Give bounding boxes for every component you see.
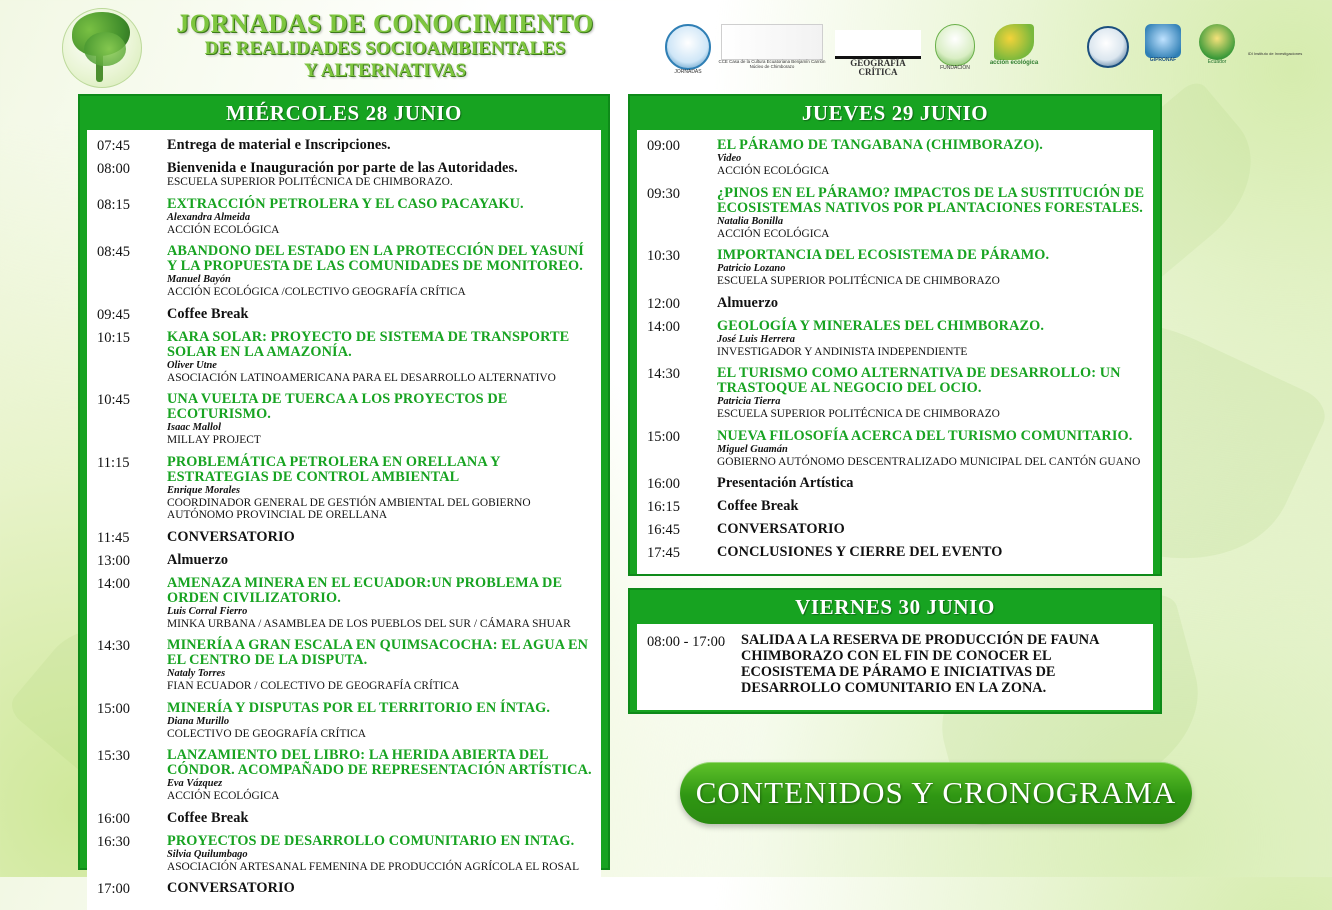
table-row — [643, 364, 1147, 427]
sponsor-label: IDI Instituto de Investigaciones — [1247, 51, 1303, 56]
sponsor-logo-jornadas — [665, 24, 711, 75]
session-entry — [165, 390, 595, 453]
panel-body-thursday — [637, 130, 1153, 574]
sponsor-logo-f — [1051, 28, 1085, 69]
session-title: ¿PINOS EN EL PÁRAMO? IMPACTOS DE LA SUSTITUCIÓN DE ECOSISTEMAS NATIVOS POR PLANTACIONES FORESTALES. — [717, 184, 1145, 216]
sponsor-logo-observatorio — [1087, 26, 1129, 73]
session-entry — [715, 294, 1147, 317]
session-title: EL PÁRAMO DE TANGABANA (CHIMBORAZO). — [717, 137, 1043, 153]
session-speaker: Luis Corral Fierro — [167, 605, 248, 617]
session-title: LANZAMIENTO DEL LIBRO: LA HERIDA ABIERTA DEL CÓNDOR. ACOMPAÑADO DE REPRESENTACIÓN ARTÍSTICA. — [167, 747, 592, 778]
table-row — [643, 184, 1147, 247]
session-entry — [165, 699, 595, 747]
session-title: EXTRACCIÓN PETROLERA Y EL CASO PACAYAKU. — [167, 195, 524, 212]
page-title — [150, 10, 620, 82]
table-row — [93, 305, 595, 328]
session-title: AMENAZA MINERA EN EL ECUADOR:UN PROBLEMA DE ORDEN CIVILIZATORIO. — [167, 574, 563, 606]
schedule-panel-friday — [628, 588, 1162, 714]
session-speaker: Manuel Bayón — [167, 274, 231, 285]
panel-body-friday — [637, 624, 1153, 710]
session-time: 15:00 — [647, 428, 681, 445]
gipronaf-icon — [1145, 24, 1181, 58]
session-time: 08:00 — [97, 161, 131, 177]
agenda-table-friday — [643, 630, 1147, 702]
session-title: CONVERSATORIO — [167, 880, 295, 896]
panel-title-friday: VIERNES 30 JUNIO — [795, 595, 995, 619]
session-title: NUEVA FILOSOFÍA ACERCA DEL TURISMO COMUNITARIO. — [717, 427, 1133, 444]
session-title: UNA VUELTA DE TUERCA A LOS PROYECTOS DE ECOTURISMO. — [167, 391, 508, 422]
schedule-panel-thursday — [628, 94, 1162, 576]
session-speaker: Silvia Quilumbago — [167, 848, 248, 860]
session-speaker: Alexandra Almeida — [167, 211, 251, 223]
table-row — [643, 294, 1147, 317]
table-row — [643, 630, 1147, 702]
session-time: 16:45 — [647, 522, 681, 538]
cce-logo-icon — [721, 24, 823, 60]
accion-ecologica-icon — [994, 24, 1034, 60]
session-entry — [165, 574, 595, 637]
table-row — [643, 136, 1147, 184]
session-entry — [715, 317, 1147, 365]
session-time: 16:00 — [647, 476, 681, 492]
session-title: ABANDONO DEL ESTADO EN LA PROTECCIÓN DEL YASUNÍ Y LA PROPUESTA DE LAS COMUNIDADES DE MONITOREO. — [167, 243, 584, 274]
session-time: 08:15 — [97, 196, 131, 213]
session-organization: ASOCIACIÓN LATINOAMERICANA PARA EL DESARROLLO ALTERNATIVO — [167, 371, 556, 384]
session-time: 10:30 — [647, 248, 681, 264]
panel-body-wednesday — [87, 130, 601, 910]
session-entry — [715, 474, 1147, 497]
session-title: Coffee Break — [167, 809, 249, 826]
session-entry — [165, 809, 595, 832]
table-row — [93, 699, 595, 747]
session-time: 09:30 — [647, 185, 681, 202]
schedule-panel-wednesday — [78, 94, 610, 897]
table-row — [93, 159, 595, 195]
table-row — [93, 879, 595, 902]
sponsor-label: GIPRONAF — [1149, 57, 1177, 63]
session-speaker: Enrique Morales — [167, 484, 241, 496]
session-entry — [715, 543, 1147, 566]
session-organization: COORDINADOR GENERAL DE GESTIÓN AMBIENTAL DEL GOBIERNO AUTÓNOMO PROVINCIAL DE ORELLANA — [167, 496, 531, 521]
sponsor-logo-cce — [717, 24, 827, 71]
table-row — [93, 746, 595, 809]
session-entry — [165, 159, 595, 195]
session-entry — [715, 246, 1147, 294]
sponsor-logo-accion-ecologica — [985, 24, 1043, 66]
session-time: 09:00 — [647, 138, 681, 154]
session-time: 11:45 — [97, 529, 130, 546]
session-entry — [165, 528, 595, 551]
session-time: 11:15 — [97, 454, 130, 471]
table-row — [643, 317, 1147, 365]
session-organization: INVESTIGADOR Y ANDINISTA INDEPENDIENTE — [717, 345, 968, 358]
session-title: IMPORTANCIA DEL ECOSISTEMA DE PÁRAMO. — [717, 247, 1050, 263]
session-organization: ASOCIACIÓN ARTESANAL FEMENINA DE PRODUCCIÓN AGRÍCOLA EL ROSAL — [167, 860, 580, 873]
session-title: Entrega de material e Inscripciones. — [167, 137, 391, 153]
session-speaker: José Luis Herrera — [717, 333, 795, 345]
session-title: CONCLUSIONES Y CIERRE DEL EVENTO — [717, 544, 1003, 560]
title-line-1: JORNADAS DE CONOCIMIENTO — [176, 9, 594, 38]
session-time: 15:00 — [97, 700, 131, 717]
sponsor-logo-ecuador — [1195, 24, 1239, 65]
session-organization: ESCUELA SUPERIOR POLITÉCNICA DE CHIMBORAZO — [717, 408, 1000, 420]
session-time: 17:45 — [647, 545, 681, 561]
session-time: 14:00 — [97, 575, 131, 592]
session-speaker: Natalia Bonilla — [717, 215, 784, 227]
table-row — [93, 390, 595, 453]
sponsor-logo-idi — [1247, 28, 1303, 57]
session-title: GEOLOGÍA Y MINERALES DEL CHIMBORAZO. — [717, 317, 1045, 334]
session-organization: ACCIÓN ECOLÓGICA /COLECTIVO GEOGRAFÍA CRÍTICA — [167, 286, 466, 298]
session-entry — [165, 636, 595, 699]
session-time: 15:30 — [97, 748, 131, 764]
sponsor-label: JORNADAS — [674, 69, 702, 75]
friday-time: 08:00 - 17:00 — [647, 634, 726, 650]
contenidos-cronograma-button[interactable] — [680, 762, 1192, 824]
table-row — [93, 551, 595, 574]
sponsor-label: Ecuador — [1207, 59, 1227, 65]
session-time: 14:30 — [647, 366, 681, 382]
session-time: 09:45 — [97, 306, 131, 323]
session-time: 14:30 — [97, 638, 131, 654]
table-row — [93, 809, 595, 832]
session-entry — [165, 832, 595, 880]
session-entry — [165, 136, 595, 159]
session-organization: ESCUELA SUPERIOR POLITÉCNICA DE CHIMBORAZO. — [167, 176, 453, 188]
session-title: CONVERSATORIO — [167, 528, 295, 545]
table-row — [643, 520, 1147, 543]
session-time: 07:45 — [97, 138, 131, 154]
session-entry — [715, 520, 1147, 543]
session-entry — [165, 195, 595, 243]
session-title: MINERÍA A GRAN ESCALA EN QUIMSACOCHA: EL AGUA EN EL CENTRO DE LA DISPUTA. — [167, 637, 589, 668]
session-speaker: Patricia Tierra — [717, 396, 781, 407]
session-time: 13:00 — [97, 552, 131, 569]
sponsor-logos — [655, 18, 1303, 80]
session-title: KARA SOLAR: PROYECTO DE SISTEMA DE TRANSPORTE SOLAR EN LA AMAZONÍA. — [167, 328, 570, 360]
title-line-3: Y ALTERNATIVAS — [303, 60, 467, 81]
sponsor-logo-gipronaf — [1137, 24, 1189, 63]
session-title: Presentación Artística — [717, 475, 854, 491]
session-entry — [715, 364, 1147, 427]
session-title: Coffee Break — [717, 498, 799, 514]
session-title: PROBLEMÁTICA PETROLERA EN ORELLANA Y ESTRATEGIAS DE CONTROL AMBIENTAL — [167, 453, 501, 485]
session-speaker: Oliver Utne — [167, 359, 217, 371]
session-title: Almuerzo — [167, 551, 229, 568]
title-line-2: DE REALIDADES SOCIOAMBIENTALES — [204, 38, 566, 59]
idi-wordmark-icon — [1250, 28, 1300, 52]
sponsor-label: CCE Casa de la Cultura Ecuatoriana Benjamín Carrión Núcleo de Chimborazo — [718, 59, 826, 70]
table-row — [93, 636, 595, 699]
session-time: 14:00 — [647, 318, 681, 335]
table-row — [93, 832, 595, 880]
session-organization: COLECTIVO DE GEOGRAFÍA CRÍTICA — [167, 727, 367, 740]
session-organization: FIAN ECUADOR / COLECTIVO DE GEOGRAFÍA CRÍTICA — [167, 680, 460, 692]
cta-label: CONTENIDOS Y CRONOGRAMA — [695, 775, 1177, 810]
session-speaker: Patricio Lozano — [717, 263, 786, 274]
session-entry — [165, 305, 595, 328]
session-entry — [165, 453, 595, 528]
sponsor-label: FUNDACIÓN — [940, 65, 970, 71]
session-time: 08:45 — [97, 244, 131, 260]
session-title: MINERÍA Y DISPUTAS POR EL TERRITORIO EN ÍNTAG. — [167, 699, 551, 716]
session-title: EL TURISMO COMO ALTERNATIVA DE DESARROLLO: UN TRASTOQUE AL NEGOCIO DEL OCIO. — [717, 365, 1121, 396]
session-time: 10:45 — [97, 392, 131, 408]
session-organization: GOBIERNO AUTÓNOMO DESCENTRALIZADO MUNICIPAL DEL CANTÓN GUANO — [717, 455, 1141, 468]
session-title: Coffee Break — [167, 305, 249, 322]
sponsor-logo-geografia-critica — [833, 30, 923, 78]
table-row — [93, 528, 595, 551]
agenda-table-wednesday — [93, 136, 595, 902]
session-time: 17:00 — [97, 881, 131, 897]
table-row — [93, 328, 595, 391]
leaf-seal-icon — [935, 24, 975, 66]
geografia-critica-icon — [835, 30, 921, 59]
session-time: 16:30 — [97, 833, 131, 850]
session-speaker: Video — [717, 153, 742, 164]
globe-seal-icon — [1087, 26, 1129, 68]
agenda-table-thursday — [643, 136, 1147, 566]
sponsor-label: GEOGRAFÍA CRÍTICA — [850, 58, 906, 78]
table-row — [93, 136, 595, 159]
session-organization: ACCIÓN ECOLÓGICA — [167, 790, 280, 802]
session-entry — [715, 427, 1147, 475]
friday-description: SALIDA A LA RESERVA DE PRODUCCIÓN DE FAUNA CHIMBORAZO CON EL FIN DE CONOCER EL ECOSISTEMA DE PÁRAMO E INICIATIVAS DE DESARROLLO COMUNITARIO EN LA ZONA. — [741, 632, 1099, 696]
panel-title-thursday: JUEVES 29 JUNIO — [801, 101, 989, 125]
table-row — [93, 195, 595, 243]
session-title: CONVERSATORIO — [717, 521, 845, 537]
session-entry — [165, 551, 595, 574]
session-entry — [165, 328, 595, 391]
table-row — [643, 474, 1147, 497]
tree-logo-icon — [62, 8, 146, 86]
circular-seal-icon — [665, 24, 711, 70]
table-row — [93, 574, 595, 637]
session-title: Almuerzo — [717, 294, 779, 311]
table-row — [643, 427, 1147, 475]
table-row — [643, 497, 1147, 520]
session-entry — [165, 746, 595, 809]
session-time: 12:00 — [647, 295, 681, 312]
poster-header — [0, 0, 1303, 92]
session-entry — [715, 136, 1147, 184]
sponsor-label: acción ecológica — [989, 60, 1039, 66]
session-speaker: Diana Murillo — [167, 715, 230, 727]
session-speaker: Nataly Torres — [167, 668, 226, 679]
session-organization: ACCIÓN ECOLÓGICA — [717, 165, 830, 177]
sponsor-logo-fundacion — [933, 24, 977, 71]
session-title: PROYECTOS DE DESARROLLO COMUNITARIO EN INTAG. — [167, 832, 575, 849]
ecuador-seal-icon — [1199, 24, 1235, 60]
session-entry — [165, 242, 595, 305]
session-organization: ACCIÓN ECOLÓGICA — [167, 223, 280, 236]
session-entry — [165, 879, 595, 902]
session-entry — [715, 184, 1147, 247]
session-organization: ESCUELA SUPERIOR POLITÉCNICA DE CHIMBORAZO — [717, 275, 1000, 287]
table-row — [643, 246, 1147, 294]
session-organization: MINKA URBANA / ASAMBLEA DE LOS PUEBLOS DEL SUR / CÁMARA SHUAR — [167, 617, 571, 630]
session-entry — [715, 497, 1147, 520]
session-time: 16:15 — [647, 499, 681, 515]
session-organization: ACCIÓN ECOLÓGICA — [717, 227, 830, 240]
table-row — [93, 453, 595, 528]
session-speaker: Eva Vázquez — [167, 778, 223, 789]
session-time: 16:00 — [97, 810, 131, 827]
table-row — [93, 242, 595, 305]
letter-f-icon — [1055, 28, 1081, 64]
session-speaker: Isaac Mallol — [167, 422, 221, 433]
session-organization: MILLAY PROJECT — [167, 434, 261, 446]
session-speaker: Miguel Guamán — [717, 443, 788, 455]
session-time: 10:15 — [97, 329, 131, 346]
table-row — [643, 543, 1147, 566]
panel-title-wednesday: MIÉRCOLES 28 JUNIO — [226, 101, 462, 125]
session-title: Bienvenida e Inauguración por parte de las Autoridades. — [167, 160, 518, 176]
